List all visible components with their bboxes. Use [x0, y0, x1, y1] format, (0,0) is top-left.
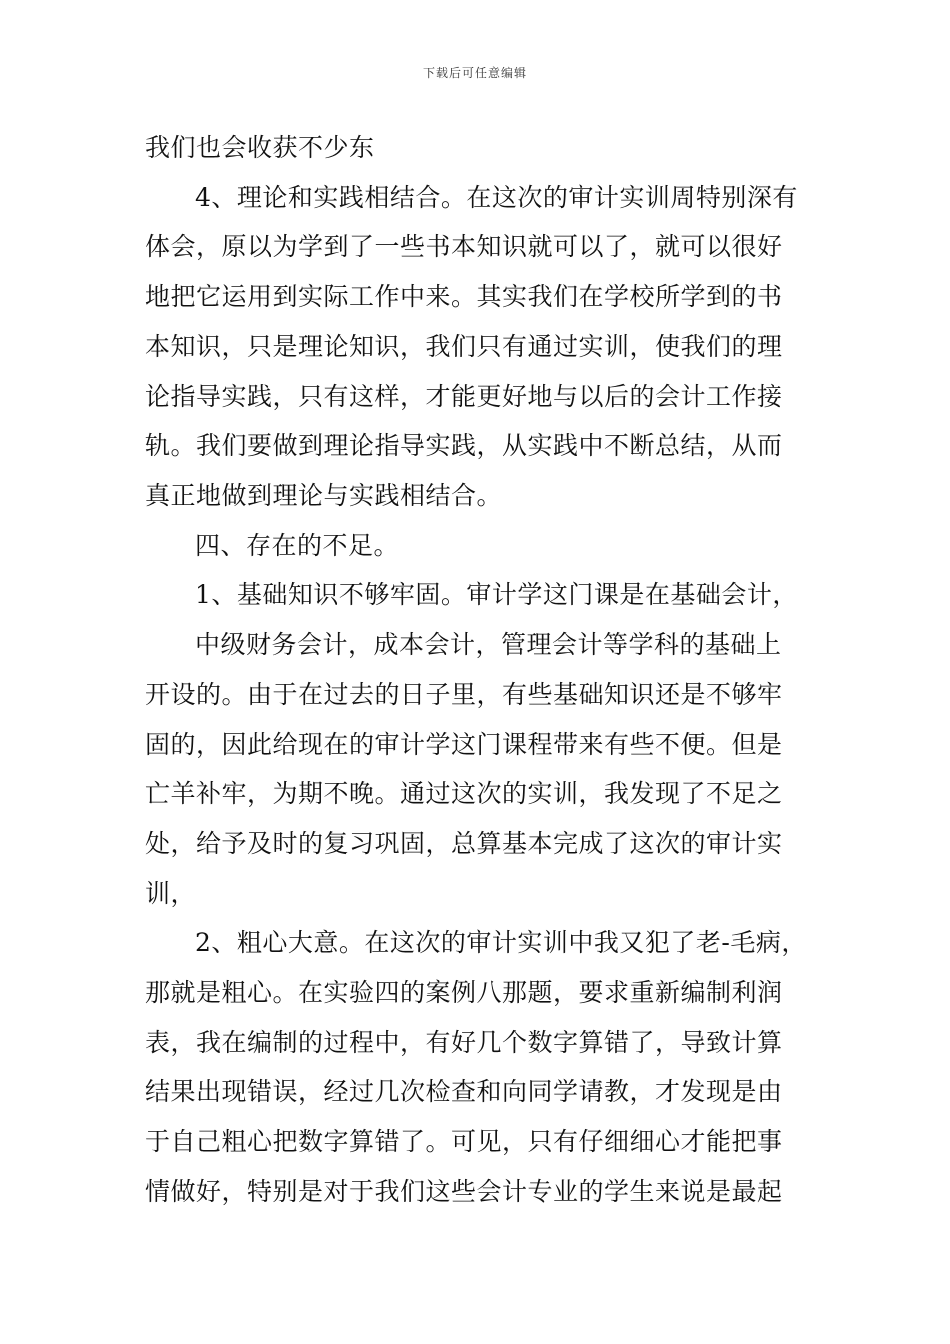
text-line: 论指导实践，只有这样，才能更好地与以后的会计工作接 — [145, 382, 783, 411]
text-line: 开设的。由于在过去的日子里，有些基础知识还是不够牢 — [145, 680, 783, 709]
text-line: 于自己粗心把数字算错了。可见，只有仔细细心才能把事 — [145, 1127, 783, 1156]
text-line: 那就是粗心。在实验四的案例八那题，要求重新编制利润 — [145, 978, 783, 1007]
text-line: 1、基础知识不够牢固。审计学这门课是在基础会计， — [195, 580, 798, 609]
text-line: 情做好，特别是对于我们这些会计专业的学生来说是最起 — [145, 1177, 783, 1206]
text-line: 表，我在编制的过程中，有好几个数字算错了，导致计算 — [145, 1028, 783, 1057]
text-line: 亡羊补牢，为期不晚。通过这次的实训，我发现了不足之 — [145, 779, 783, 808]
section-heading: 四、存在的不足。 — [195, 531, 400, 560]
page-header: 下载后可任意编辑 — [422, 66, 527, 80]
text-line: 固的，因此给现在的审计学这门课程带来有些不便。但是 — [145, 730, 783, 759]
text-line: 体会，原以为学到了一些书本知识就可以了，就可以很好 — [145, 232, 783, 261]
text-line: 训， — [145, 879, 197, 908]
text-line: 轨。我们要做到理论指导实践，从实践中不断总结，从而 — [145, 431, 783, 460]
text-line: 结果出现错误，经过几次检查和向同学请教，才发现是由 — [145, 1077, 783, 1106]
text-line: 本知识，只是理论知识，我们只有通过实训，使我们的理 — [145, 332, 783, 361]
text-line: 中级财务会计，成本会计，管理会计等学科的基础上 — [195, 630, 782, 659]
text-line: 2、粗心大意。在这次的审计实训中我又犯了老-毛病， — [195, 928, 807, 957]
text-line: 处，给予及时的复习巩固，总算基本完成了这次的审计实 — [145, 829, 783, 858]
text-line: 真正地做到理论与实践相结合。 — [145, 481, 503, 510]
text-line: 地把它运用到实际工作中来。其实我们在学校所学到的书 — [145, 282, 783, 311]
text-line: 我们也会收获不少东 — [145, 133, 375, 162]
text-line: 4、理论和实践相结合。在这次的审计实训周特别深有 — [195, 183, 798, 212]
